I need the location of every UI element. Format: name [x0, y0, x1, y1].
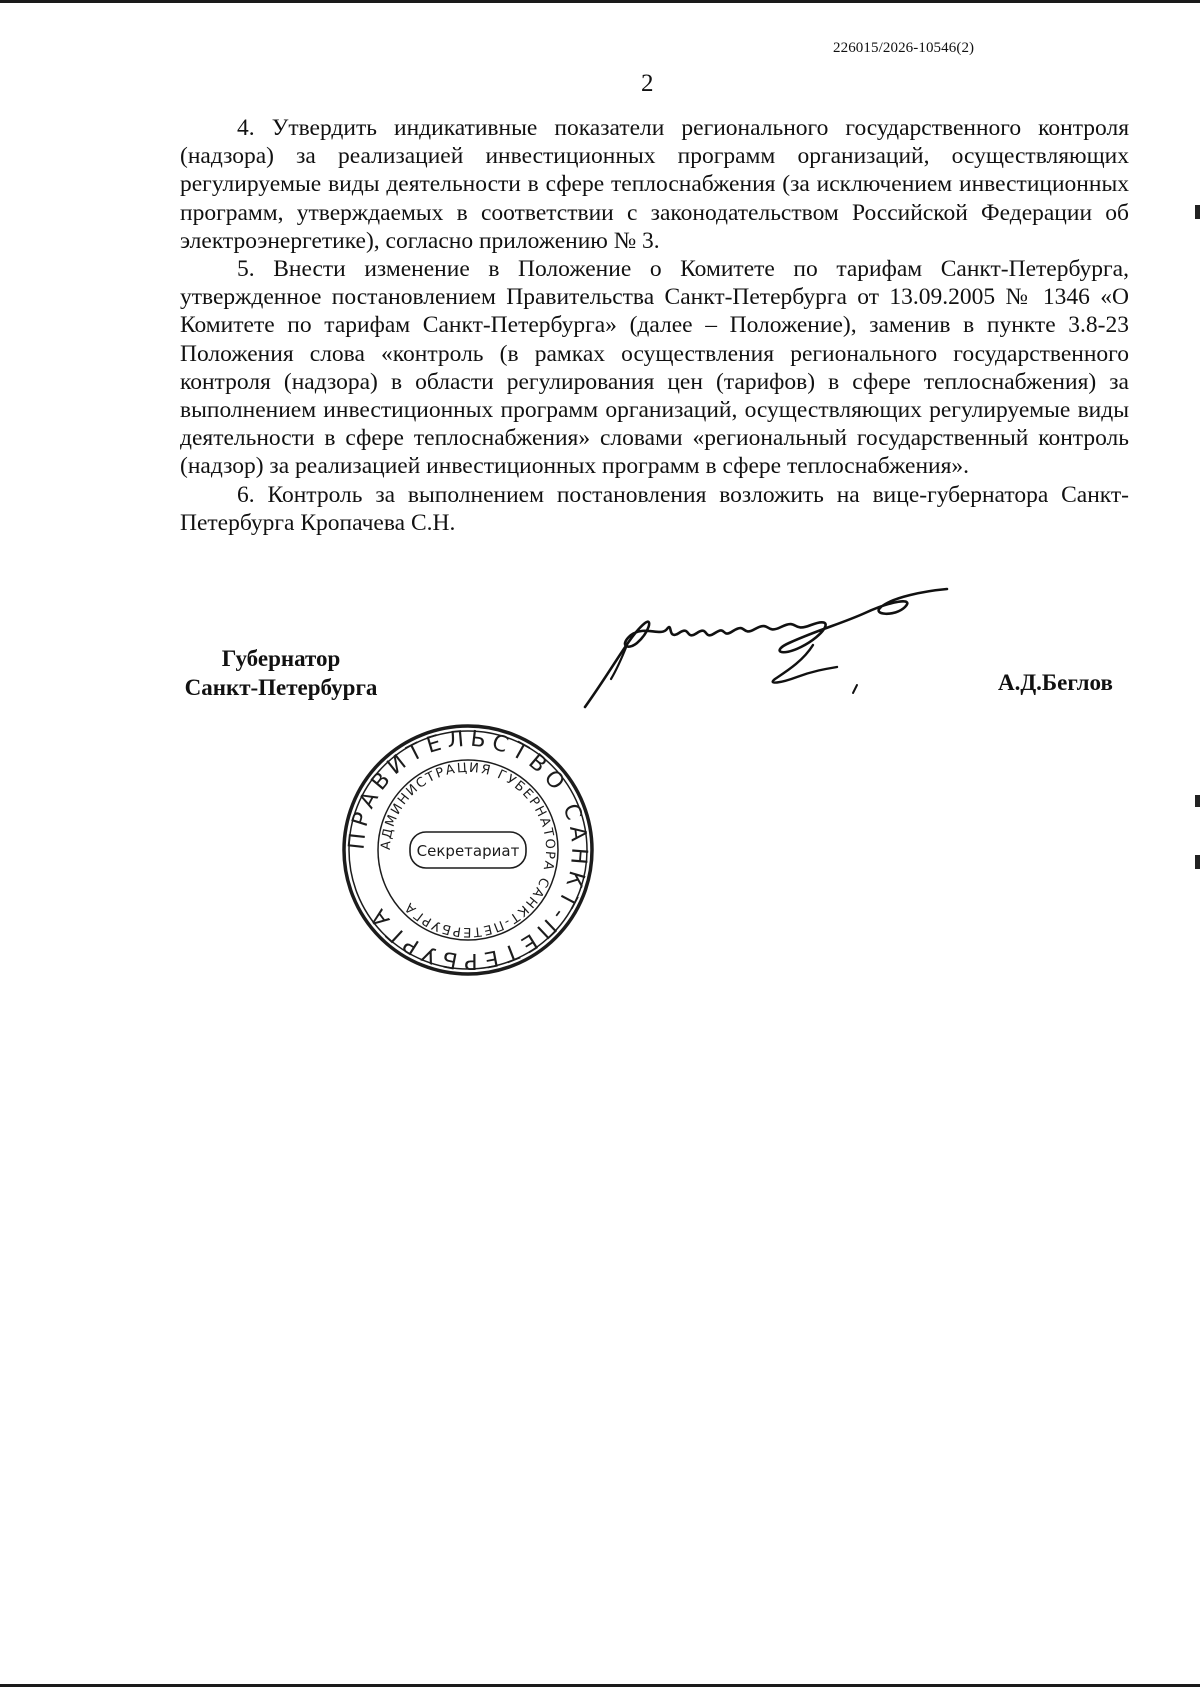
- scan-bottom-edge: [0, 1684, 1200, 1687]
- seal-inner-text: АДМИНИСТРАЦИЯ ГУБЕРНАТОРА САНКТ-ПЕТЕРБУРГА: [378, 760, 558, 940]
- scan-edge-mark: [1195, 855, 1200, 869]
- signatory-title-line1: Губернатор: [221, 646, 341, 671]
- handwritten-signature: [575, 585, 975, 715]
- scan-edge-mark: [1195, 795, 1200, 807]
- signatory-name: А.Д.Беглов: [998, 670, 1113, 695]
- signatory-title: [180, 644, 382, 702]
- registration-number: 226015/2026-10546(2): [833, 40, 975, 56]
- paragraph-4: 4. Утвердить индикативные показатели регионального государственного контроля (надзора) за реализацией инвестиционных программ организаций, осуществляющих регулируемые виды деятельности в сфере теплоснабжения (за исключением инвестиционных программ, утверждаемых в соответствии с законодательством Российской Федерации об электроэнергетике), согласно приложению № 3.: [180, 115, 1129, 254]
- seal-center-text: Секретариат: [416, 842, 520, 860]
- signatory-title-line2: Санкт-Петербурга: [184, 675, 378, 700]
- seal-outer-text: ПРАВИТЕЛЬСТВО САНКТ-ПЕТЕРБУРГА: [344, 726, 592, 974]
- scan-top-edge: [0, 0, 1200, 3]
- page-number: 2: [641, 70, 654, 97]
- document-body: [180, 114, 1129, 537]
- official-seal: [340, 722, 596, 978]
- scan-edge-mark: [1195, 205, 1200, 219]
- paragraph-5: 5. Внести изменение в Положение о Комитете по тарифам Санкт-Петербурга, утвержденное постановлением Правительства Санкт-Петербурга от 13.09.2005 № 1346 «О Комитете по тарифам Санкт-Петербурга» (далее – Положение), заменив в пункте 3.8-23 Положения слова «контроль (в рамках осуществления регионального государственного контроля (надзора) в области регулирования цен (тарифов) в сфере теплоснабжения) за выполнением инвестиционных программ организаций, осуществляющих регулируемые виды деятельности в сфере теплоснабжения» словами «региональный государственный контроль (надзор) за реализацией инвестиционных программ в сфере теплоснабжения».: [180, 256, 1129, 480]
- paragraph-6: 6. Контроль за выполнением постановления возложить на вице-губернатора Санкт-Петербурга Кропачева С.Н.: [180, 481, 1129, 536]
